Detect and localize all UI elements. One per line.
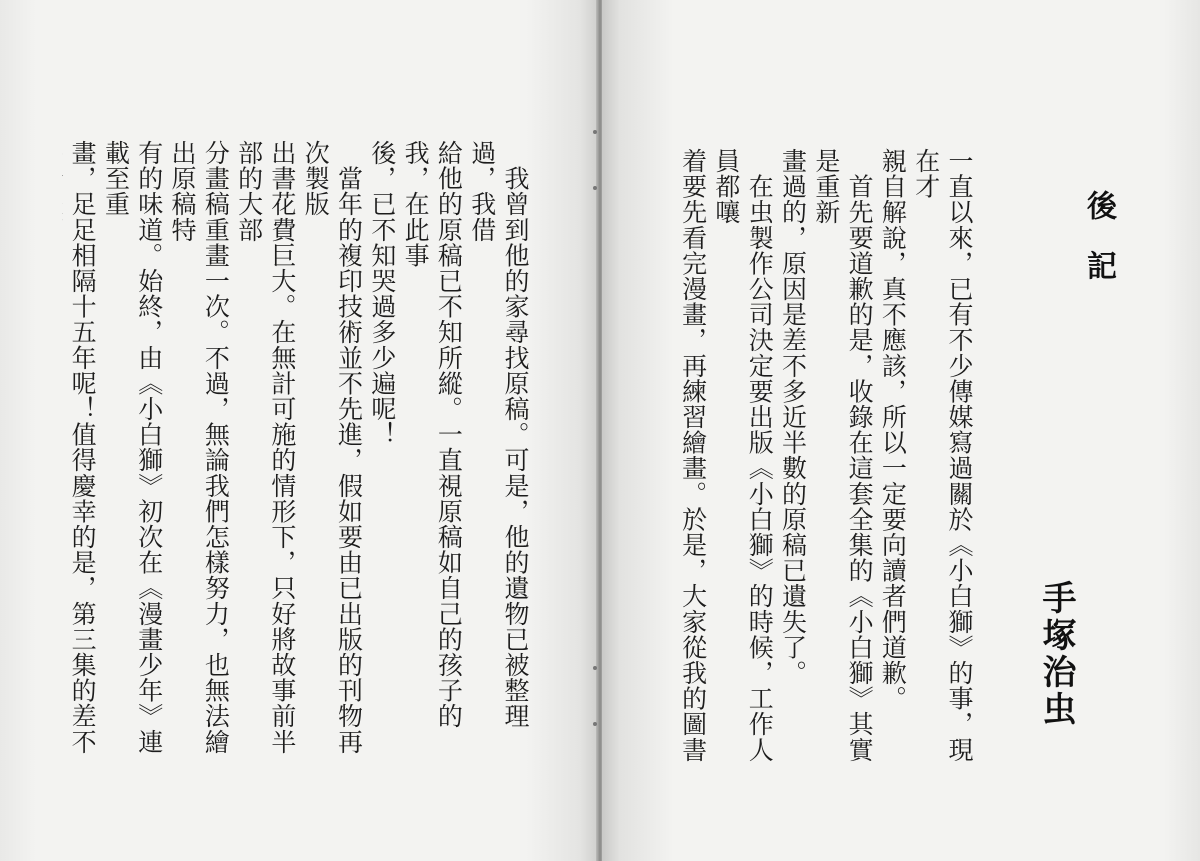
left-page-body-text: 我曾到他的家尋找原稿。可是，他的遺物已被整理過，我借 給他的原稿已不知所縱。一直視原稿如自己的孩子的我，在此事 後，已不知哭過多少遍呢！ 當年的複印技術並不先進，假如要由已出版的刊物再次製版 出書花費巨大。在無計可施的情形下，只好將故事前半部的大部 分畫稿重畫一次。不過，無論我們怎樣努力，也無法繪出原稿特 有的味道。始終，由《小白獅》初次在《漫畫少年》連載至重 畫，足足相隔十五年呢！值得慶幸的是，第三集的差不 <box>68 140 530 755</box>
left-page <box>0 0 598 861</box>
binding-hole <box>593 130 597 134</box>
right-page <box>602 0 1200 861</box>
binding-hole <box>593 722 597 726</box>
binding-hole <box>593 186 597 190</box>
page-title: 後記 <box>1081 190 1116 310</box>
right-page-body-text: 一直以來，已有不少傳媒寫過關於《小白獅》的事，現在才 親自解說，真不應該，所以一定要向讀者們道歉。 首先要道歉的是，收錄在這套全集的《小白獅》其實是重新 畫過的，原因是差不多近半數的原稿已遺失了。 在虫製作公司決定要出版《小白獅》的時候，工作人員都嚷 着要先看完漫畫，再練習繪畫。於是，大家從我的圖書 <box>678 148 974 763</box>
binding-hole <box>593 666 597 670</box>
author-name: 手塚治虫 <box>1036 580 1076 728</box>
